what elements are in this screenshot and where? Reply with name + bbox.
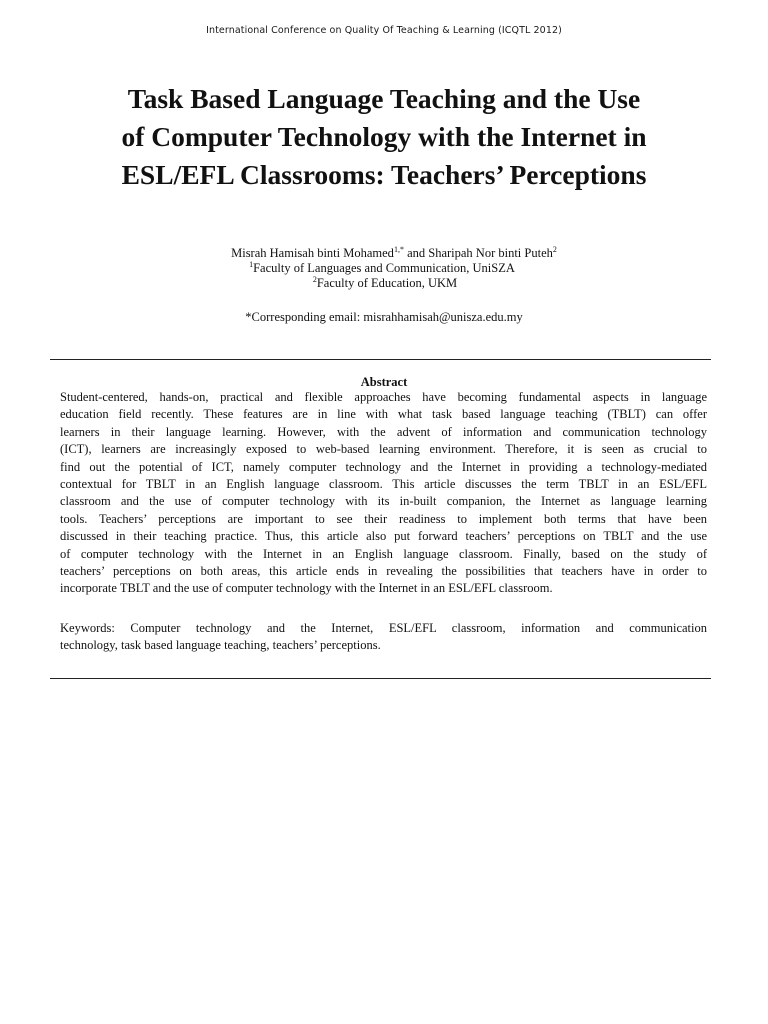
affiliation-text: Faculty of Languages and Communication, UniSZA <box>253 261 515 275</box>
author-name: and Sharipah Nor binti Puteh <box>403 246 553 260</box>
keywords-line: Keywords: Computer technology and the Internet, ESL/EFL classroom, information and communication <box>60 621 707 635</box>
keywords <box>60 620 707 655</box>
abstract-line: classroom and the use of computer technology with its in-built companion, the Internet as language learning <box>60 494 707 509</box>
abstract-line: of computer technology with the Internet in an English language classroom. Finally, based on the study of <box>60 546 707 561</box>
divider-bottom <box>50 678 711 679</box>
abstract-line: incorporate TBLT and the use of computer technology with the Internet in an ESL/EFL classroom. <box>60 581 553 596</box>
author-affiliation-mark: 1,* <box>393 244 404 254</box>
author-name: Misrah Hamisah binti Mohamed <box>231 246 394 260</box>
divider-top <box>50 359 711 360</box>
author-affiliation-mark: 2 <box>552 244 557 254</box>
running-head: International Conference on Quality Of Teaching & Learning (ICQTL 2012) <box>206 25 562 36</box>
abstract-line: tools. Teachers’ perceptions are important to see their readiness to implement both terms that have been <box>60 511 707 526</box>
abstract-line: teachers’ perceptions on both areas, this article ends in revealing the possibilities that teachers have in order to <box>60 564 707 579</box>
abstract-line: Student-centered, hands-on, practical and flexible approaches have becoming fundamental aspects in language <box>60 390 707 404</box>
author-block <box>0 246 768 291</box>
abstract-line: discussed in their teaching practice. Thus, this article also put forward teachers’ perceptions on TBLT and the use <box>60 529 707 544</box>
author-line <box>0 246 768 261</box>
paper-title <box>40 80 728 194</box>
title-line: of Computer Technology with the Internet in <box>121 121 647 152</box>
abstract-line: contextual for TBLT in an English language classroom. This article discusses the term TBLT in an ESL/EFL <box>60 477 707 492</box>
affiliation-text: Faculty of Education, UKM <box>316 276 458 290</box>
affiliation-line <box>0 261 768 276</box>
affiliation-mark: 2 <box>312 274 317 284</box>
abstract-line: find out the potential of ICT, namely computer technology and the Internet in providing a technology-mediated <box>60 459 707 474</box>
corresponding-email: *Corresponding email: misrahhamisah@unisza.edu.my <box>245 310 523 324</box>
abstract-line: (ICT), learners are increasingly exposed to web-based learning environment. Therefore, it is seen as crucial to <box>60 442 707 457</box>
abstract-line: education field recently. These features are in line with what task based language teaching (TBLT) can offer <box>60 407 707 422</box>
abstract-heading: Abstract <box>360 375 408 389</box>
title-line: ESL/EFL Classrooms: Teachers’ Perceptions <box>121 159 647 190</box>
abstract-line: learners in their language learning. However, with the advent of information and communication technology <box>60 424 707 439</box>
affiliation-mark: 1 <box>249 259 254 269</box>
title-line: Task Based Language Teaching and the Use <box>127 83 641 114</box>
abstract-body <box>60 389 707 598</box>
affiliation-line <box>0 276 768 291</box>
keywords-line: technology, task based language teaching, teachers’ perceptions. <box>60 638 381 653</box>
